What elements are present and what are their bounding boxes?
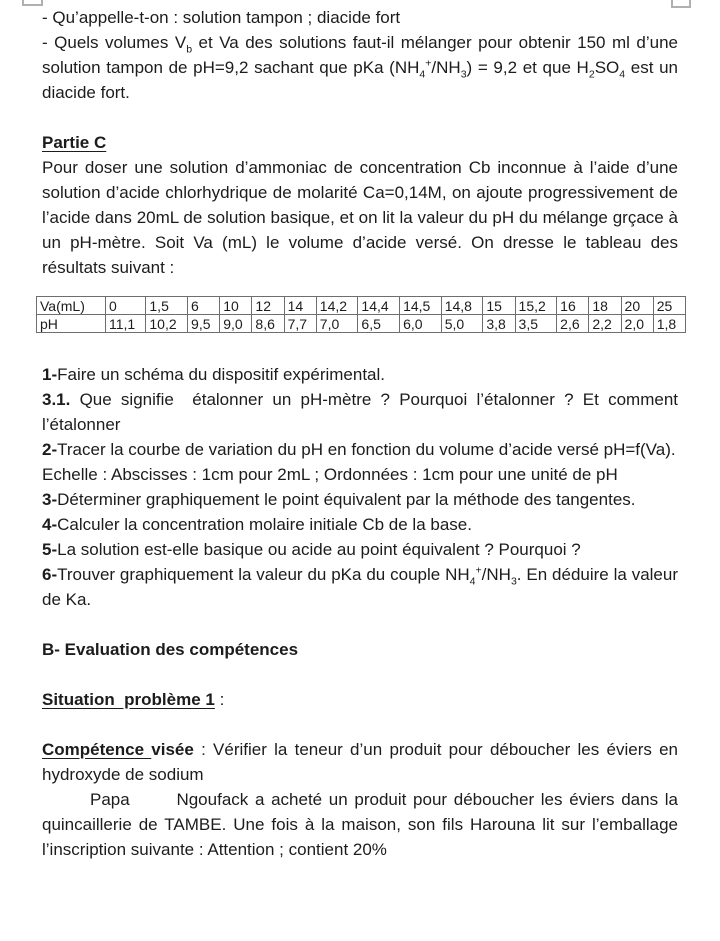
- table-cell: 16: [557, 297, 589, 315]
- table-row: [37, 297, 686, 315]
- questions-list: [42, 362, 678, 612]
- table-cell: 6,5: [358, 315, 400, 333]
- table-cell: 14,8: [441, 297, 483, 315]
- table-cell: 1,5: [146, 297, 188, 315]
- intro-line-2: - Quels volumes $V_b$ et Va des solutions faut-il mélanger pour obtenir 150 ml d’une solution tampon de pH=9,2 sachant que pKa $(NH_4^+/NH_3) = 9,2$ et que $H_2SO_4$ est un diacide fort.: [42, 33, 678, 102]
- ph-results-table: [36, 296, 686, 333]
- situation-probleme-heading: Situation problème 1 :: [42, 690, 225, 709]
- table-row: [37, 315, 686, 333]
- section-heading-evaluation: B- Evaluation des compétences: [42, 640, 299, 659]
- table-cell: 14: [284, 297, 316, 315]
- table-cell: 2,6: [557, 315, 589, 333]
- table-cell: 10,2: [146, 315, 188, 333]
- table-cell: 1,8: [653, 315, 685, 333]
- crop-handle-top-right-icon: [671, 0, 691, 8]
- question-5: 5-La solution est-elle basique ou acide au point équivalent ? Pourquoi ?: [42, 540, 581, 559]
- table-cell: 25: [653, 297, 685, 315]
- table-cell: 9,0: [220, 315, 252, 333]
- table-cell: 10: [220, 297, 252, 315]
- table-cell: 20: [621, 297, 653, 315]
- table-cell: 7,7: [284, 315, 316, 333]
- table-cell: 3,8: [483, 315, 515, 333]
- question-6: 6-Trouver graphiquement la valeur du pKa du couple $NH_4^+/NH_3$. En déduire la valeur de Ka.: [42, 564, 679, 609]
- table-row-label: Va(mL): [37, 297, 106, 315]
- table-cell: 15: [483, 297, 515, 315]
- table-cell: 18: [589, 297, 621, 315]
- table-cell: 7,0: [316, 315, 358, 333]
- table-cell: 2,2: [589, 315, 621, 333]
- table-cell: 14,5: [400, 297, 442, 315]
- table-cell: 6: [188, 297, 220, 315]
- question-4: 4-Calculer la concentration molaire initiale Cb de la base.: [42, 515, 472, 534]
- competence-visee-paragraph: Compétence visée : Vérifier la teneur d’un produit pour déboucher les éviers en hydroxyde de sodium: [42, 740, 679, 784]
- intro-line-1: - Qu’appelle-t-on : solution tampon ; diacide fort: [42, 8, 401, 27]
- ph-table-body: [37, 297, 686, 333]
- table-cell: 2,0: [621, 315, 653, 333]
- table-row-label: pH: [37, 315, 106, 333]
- crop-handle-top-left-icon: [22, 0, 43, 6]
- question-1: 1-Faire un schéma du dispositif expérimental.: [42, 365, 386, 384]
- table-cell: 12: [252, 297, 284, 315]
- table-cell: 14,4: [358, 297, 400, 315]
- table-cell: 3,5: [515, 315, 557, 333]
- table-cell: 11,1: [106, 315, 146, 333]
- section-heading-partie-c: Partie C: [42, 133, 107, 152]
- table-cell: 8,6: [252, 315, 284, 333]
- question-3: 3-Déterminer graphiquement le point équivalent par la méthode des tangentes.: [42, 490, 636, 509]
- question-echelle: Echelle : Abscisses : 1cm pour 2mL ; Ordonnées : 1cm pour une unité de pH: [42, 465, 618, 484]
- table-cell: 15,2: [515, 297, 557, 315]
- question-2: 2-Tracer la courbe de variation du pH en fonction du volume d’acide versé pH=f(Va).: [42, 440, 676, 459]
- table-cell: 14,2: [316, 297, 358, 315]
- papa-ngoufack-paragraph: Papa Ngoufack a acheté un produit pour déboucher les éviers dans la quincaillerie de TAMBE. Une fois à la maison, son fils Harouna lit sur l’emballage l’inscription suivante : Attention ; contient 20%: [42, 790, 678, 859]
- partie-c-paragraph: Pour doser une solution d’ammoniac de concentration Cb inconnue à l’aide d’une solution d’acide chlorhydrique de molarité Ca=0,14M, on ajoute progressivement de l’acide dans 20mL de solution basique, et on lit la valeur du pH du mélange grçace à un pH-mètre. Soit Va (mL) le volume d’acide versé. On dresse le tableau des résultats suivant :: [42, 158, 678, 277]
- table-cell: 6,0: [400, 315, 442, 333]
- table-cell: 5,0: [441, 315, 483, 333]
- table-cell: 9,5: [188, 315, 220, 333]
- question-3-1: 3.1. Que signifie étalonner un pH-mètre ? Pourquoi l’étalonner ? Et comment l’étalonner: [42, 390, 678, 434]
- table-cell: 0: [106, 297, 146, 315]
